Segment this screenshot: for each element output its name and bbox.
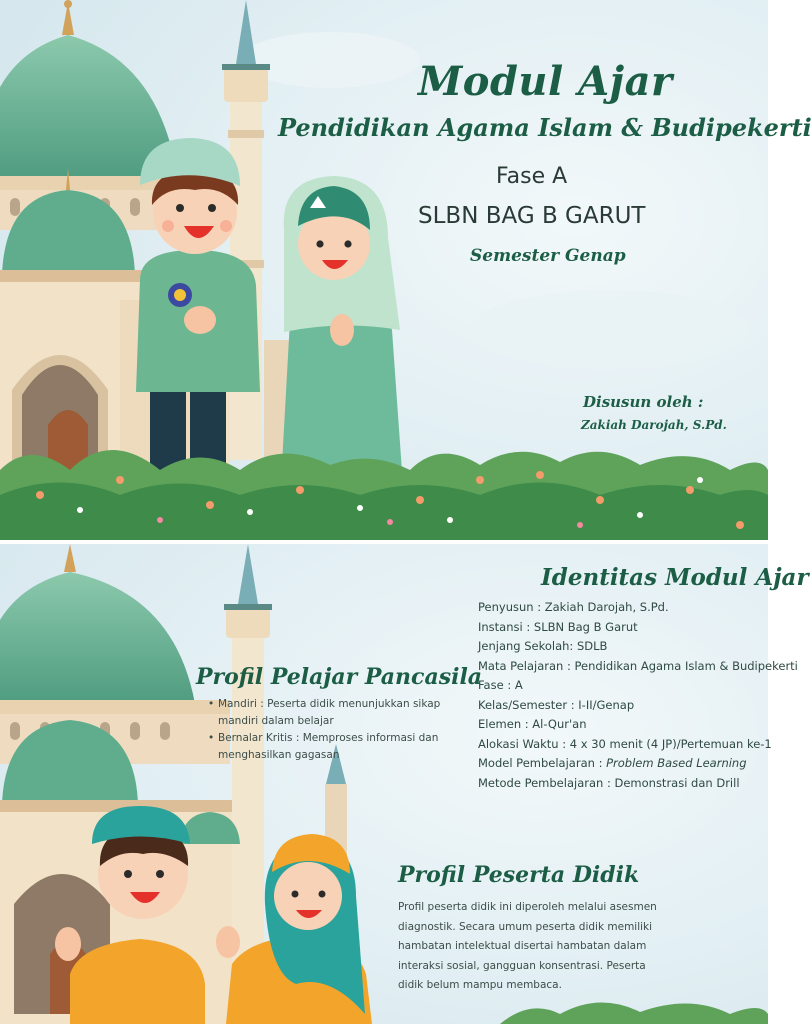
list-item: • Mandiri : Peserta didik menunjukkan sikap mandiri dalam belajar [208, 696, 443, 730]
list-item: Model Pembelajaran : Problem Based Learning [478, 756, 747, 770]
phase-label: Fase A [496, 164, 568, 189]
list-item: Penyusun : Zakiah Darojah, S.Pd. [478, 600, 669, 614]
girl-character [280, 176, 404, 500]
profil-pancasila-list [208, 696, 443, 764]
list-item: Metode Pembelajaran : Demonstrasi dan Drill [478, 775, 740, 790]
list-item: Kelas/Semester : I-II/Genap [478, 697, 635, 712]
identity-slide [0, 544, 809, 1024]
semester-label: Semester Genap [470, 246, 626, 266]
author-name: Zakiah Darojah, S.Pd. [581, 418, 727, 432]
bushes-decoration [0, 450, 768, 540]
list-item: • Bernalar Kritis : Memproses informasi dan menghasilkan gagasan [208, 730, 443, 764]
profil-peserta-title: Profil Peserta Didik [398, 862, 640, 888]
list-item: Alokasi Waktu : 4 x 30 menit (4 JP)/Pertemuan ke-1 [478, 736, 772, 751]
identity-list [478, 598, 798, 793]
school-name: SLBN BAG B GARUT [418, 203, 646, 229]
profil-pancasila-title: Profil Pelajar Pancasila [196, 664, 483, 690]
module-title: Modul Ajar [418, 58, 673, 105]
identity-title: Identitas Modul Ajar [541, 564, 809, 591]
list-item: Fase : A [478, 678, 523, 692]
list-item: Instansi : SLBN Bag B Garut [478, 619, 638, 634]
compiled-by-label: Disusun oleh : [583, 393, 704, 411]
list-item: Mata Pelajaran : Pendidikan Agama Islam & Budipekerti [478, 658, 798, 673]
module-subtitle: Pendidikan Agama Islam & Budipekerti [278, 113, 812, 142]
list-item: Jenjang Sekolah: SDLB [478, 639, 608, 653]
profil-peserta-body: Profil peserta didik ini diperoleh melalui asesmen diagnostik. Secara umum peserta didik memiliki hambatan intelektual disertai hambatan dalam interaksi sosial, gangguan konsentrasi. Peserta didik belum mampu membaca. [398, 901, 657, 991]
list-item: Elemen : Al-Qur'an [478, 717, 587, 731]
